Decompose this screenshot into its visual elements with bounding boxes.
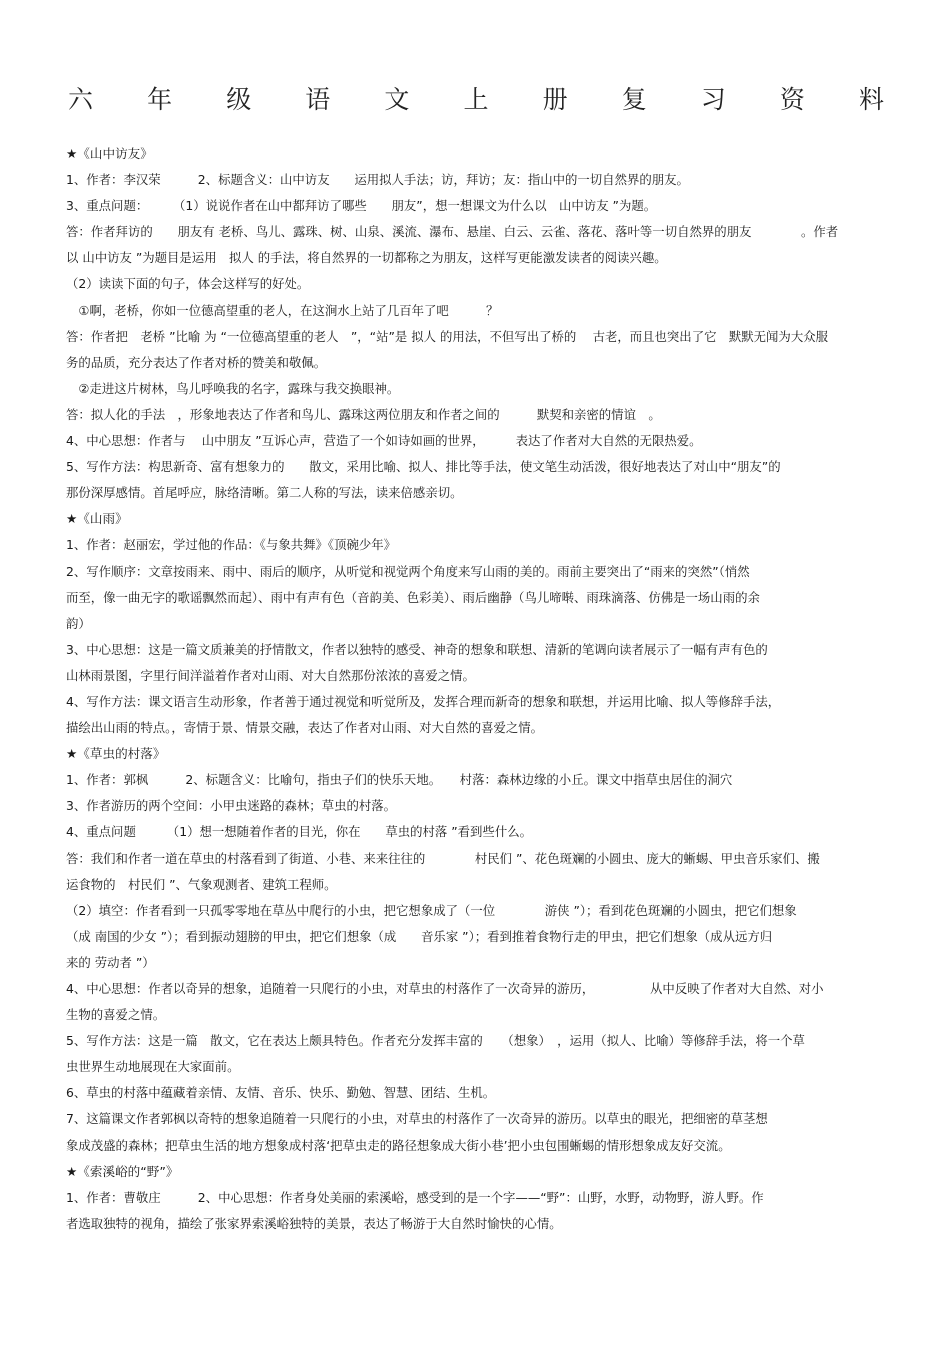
text-line: 4、中心思想：作者以奇异的想象，追随着一只爬行的小虫，对草虫的村落作了一次奇异的游历， 从中反映了作者对大自然、对小 bbox=[66, 981, 824, 996]
title-char: 年 bbox=[147, 85, 173, 114]
title-char: 语 bbox=[305, 85, 331, 114]
section-heading: ★《山中访友》 bbox=[66, 146, 153, 161]
text-line: 3、作者游历的两个空间：小甲虫迷路的森林；草虫的村落。 bbox=[66, 798, 397, 814]
text-line: 3、重点问题： （1）说说作者在山中都拜访了哪些 朋友”，想一想课文为什么以 山中访友 ”为题。 bbox=[66, 198, 657, 214]
title-char: 上 bbox=[463, 85, 489, 114]
text-line: 而至，像一曲无字的歌谣飘然而起）、雨中有声有色（音韵美、色彩美）、雨后幽静（鸟儿啼啭、雨珠滴落、仿佛是一场山雨的余 bbox=[66, 589, 760, 605]
text-line: 5、写作方法：这是一篇 散文，它在表达上颇具特色。作者充分发挥丰富的 （想象） ，运用（拟人、比喻）等修辞手法，将一个草 bbox=[66, 1033, 805, 1049]
text-line: 来的 劳动者 ”） bbox=[66, 954, 155, 970]
text-line: （2）填空：作者看到一只孤零零地在草丛中爬行的小虫，把它想象成了（一位 游侠 ”）；看到花色斑斓的小圆虫，把它们想象 bbox=[66, 902, 797, 918]
text-line: 7、这篇课文作者郭枫以奇特的想象追随着一只爬行的小虫，对草虫的村落作了一次奇异的游历。以草虫的眼光，把细密的草茎想 bbox=[66, 1111, 768, 1127]
text-line: ①啊，老桥，你如一位德高望重的老人，在这涧水上站了几百年了吧 ？ bbox=[66, 302, 499, 318]
text-line: 那份深厚感情。首尾呼应，脉络清晰。第二人称的写法，读来倍感亲切。 bbox=[66, 485, 463, 501]
text-line: 2、写作顺序：文章按雨来、雨中、雨后的顺序，从听觉和视觉两个角度来写山雨的美的。雨前主要突出了“雨来的突然”（悄然 bbox=[66, 563, 750, 579]
title-char: 料 bbox=[858, 85, 884, 114]
text-line: 象成茂盛的森林；把草虫生活的地方想象成村落‘把草虫走的路径想象成大街小巷’把小虫包围蜥蜴的情形想象成友好交流。 bbox=[66, 1137, 731, 1153]
text-line: 者选取独特的视角，描绘了张家界索溪峪独特的美景，表达了畅游于大自然时愉快的心情。 bbox=[66, 1215, 562, 1231]
text-line: 答：作者把 老桥 ”比喻 为 “一位德高望重的老人 ”，“站”是 拟人 的用法，不但写出了桥的 古老，而且也突出了它 默默无闻为大众服 bbox=[66, 328, 828, 344]
title-char: 文 bbox=[384, 85, 410, 114]
section-heading: ★《索溪峪的“野”》 bbox=[66, 1163, 179, 1179]
text-line: 生物的喜爱之情。 bbox=[66, 1007, 166, 1023]
title-char: 复 bbox=[621, 85, 647, 114]
section-heading: ★《草虫的村落》 bbox=[66, 746, 166, 762]
title-char: 习 bbox=[700, 85, 726, 114]
text-line: 3、中心思想：这是一篇文质兼美的抒情散文，作者以独特的感受、神奇的想象和联想、清新的笔调向读者展示了一幅有声有色的 bbox=[66, 641, 768, 657]
document-body bbox=[66, 146, 886, 1242]
text-line: 韵） bbox=[66, 615, 91, 631]
text-line: （成 南国的少女 ”）；看到振动翅膀的甲虫，把它们想象（成 音乐家 ”）；看到推着食物行走的甲虫，把它们想象（成从远方归 bbox=[66, 928, 773, 944]
text-line: 答：作者拜访的 朋友有 老桥、鸟儿、露珠、树、山泉、溪流、瀑布、悬崖、白云、云雀、落花、落叶等一切自然界的朋友 。作者 bbox=[66, 224, 839, 240]
text-line: 4、写作方法：课文语言生动形象，作者善于通过视觉和听觉所及，发挥合理而新奇的想象和联想，并运用比喻、拟人等修辞手法， bbox=[66, 693, 781, 709]
section-heading: ★《山雨》 bbox=[66, 511, 128, 527]
text-line: 山林雨景图，字里行间洋溢着作者对山雨、对大自然那份浓浓的喜爱之情。 bbox=[66, 667, 475, 683]
text-line: 4、中心思想：作者与 山中朋友 ”互诉心声，营造了一个如诗如画的世界， 表达了作者对大自然的无限热爱。 bbox=[66, 433, 702, 449]
text-line: 5、写作方法：构思新奇、富有想象力的 散文，采用比喻、拟人、排比等手法，使文笔生动活泼，很好地表达了对山中“朋友”的 bbox=[66, 459, 781, 475]
page-title bbox=[68, 80, 884, 116]
text-line: 以 山中访友 ”为题目是运用 拟人 的手法，将自然界的一切都称之为朋友，这样写更能激发读者的阅读兴趣。 bbox=[66, 250, 667, 266]
text-line: 答：我们和作者一道在草虫的村落看到了街道、小巷、来来往往的 村民们 ”、花色斑斓的小圆虫、庞大的蜥蜴、甲虫音乐家们、搬 bbox=[66, 850, 820, 866]
text-line: 1、作者：郭枫 2、标题含义：比喻句，指虫子们的快乐天地。 村落：森林边缘的小丘。课文中指草虫居住的洞穴 bbox=[66, 772, 733, 788]
text-line: 1、作者：赵丽宏，学过他的作品：《与象共舞》《顶碗少年》 bbox=[66, 537, 397, 553]
text-line: 答：拟人化的手法 ，形象地表达了作者和鸟儿、露珠这两位朋友和作者之间的 默契和亲密的情谊 。 bbox=[66, 406, 661, 422]
text-line: 6、草虫的村落中蕴藏着亲情、友情、音乐、快乐、勤勉、智慧、团结、生机。 bbox=[66, 1085, 496, 1101]
text-line: 1、作者：李汉荣 2、标题含义：山中访友 运用拟人手法；访，拜访；友：指山中的一切自然界的朋友。 bbox=[66, 172, 689, 188]
title-char: 级 bbox=[226, 85, 252, 114]
text-line: ②走进这片树林，鸟儿呼唤我的名字，露珠与我交换眼神。 bbox=[66, 380, 400, 396]
text-line: （2）读读下面的句子，体会这样写的好处。 bbox=[66, 276, 310, 292]
text-line: 1、作者：曹敬庄 2、中心思想：作者身处美丽的索溪峪，感受到的是一个字——“野”：山野，水野，动物野，游人野。作 bbox=[66, 1189, 764, 1205]
text-line: 虫世界生动地展现在大家面前。 bbox=[66, 1059, 240, 1075]
text-line: 务的品质，充分表达了作者对桥的赞美和敬佩。 bbox=[66, 354, 327, 370]
title-char: 册 bbox=[542, 85, 568, 114]
title-char: 六 bbox=[68, 85, 94, 114]
text-line: 描绘出山雨的特点。，寄情于景、情景交融，表达了作者对山雨、对大自然的喜爱之情。 bbox=[66, 720, 544, 736]
text-line: 运食物的 村民们 ”、气象观测者、建筑工程师。 bbox=[66, 876, 337, 892]
title-char: 资 bbox=[779, 85, 805, 114]
text-line: 4、重点问题 （1）想一想随着作者的目光，你在 草虫的村落 ”看到些什么。 bbox=[66, 824, 532, 840]
